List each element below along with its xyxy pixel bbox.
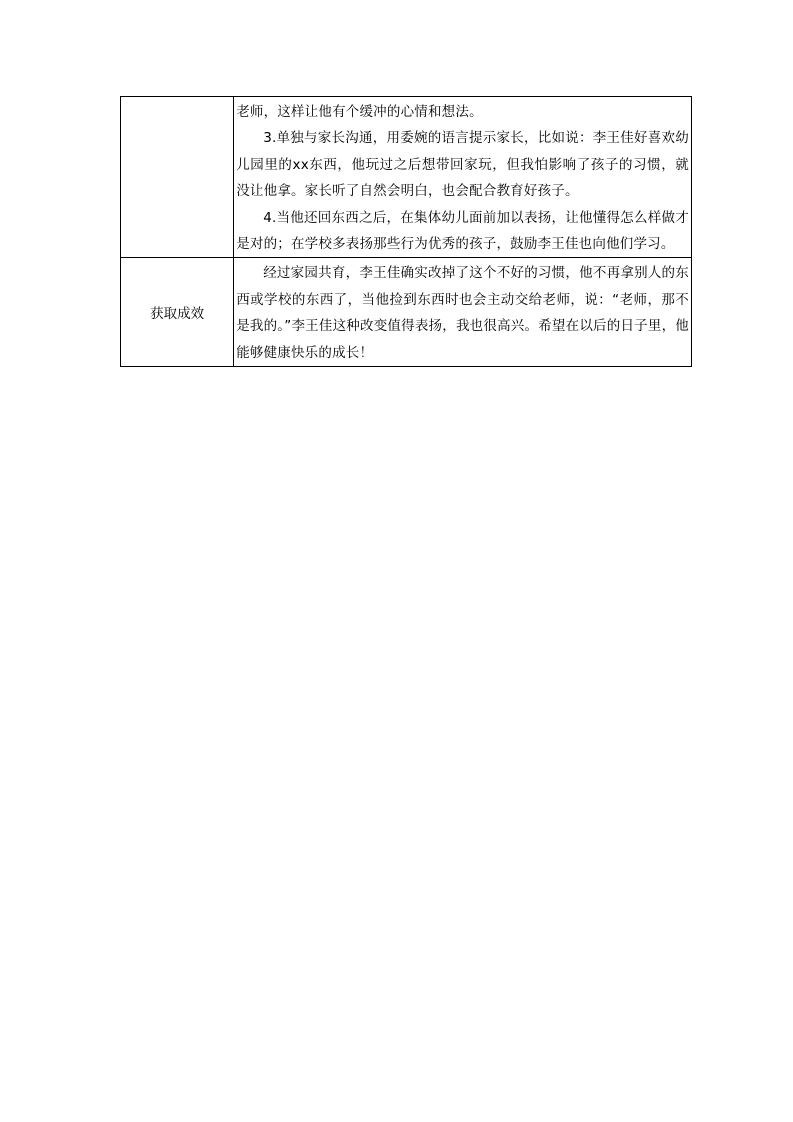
paragraph: 3.单独与家长沟通，用委婉的语言提示家长，比如说：李王佳好喜欢幼儿园里的xx东西，他玩过之后想带回家玩，但我怕影响了孩子的习惯，就没让他拿。家长听了自然会明白，也会配合教育好孩子。 — [236, 130, 689, 200]
row-label-cell: 获取成效 — [121, 258, 234, 367]
paragraph: 4.当他还回东西之后，在集体幼儿面前加以表扬，让他懂得怎么样做才是对的；在学校多表扬那些行为优秀的孩子，鼓励李王佳也向他们学习。 — [236, 209, 689, 253]
table-row — [121, 97, 692, 258]
table-row — [121, 258, 692, 367]
row-label-cell — [121, 97, 234, 258]
paragraph: 经过家园共育，李王佳确实改掉了这个不好的习惯，他不再拿别人的东西或学校的东西了，当他捡到东西时也会主动交给老师，说：“老师，那不是我的。”李王佳这种改变值得表扬，我也很高兴。希望在以后的日子里，他能够健康快乐的成长！ — [236, 265, 689, 361]
row-content-cell — [234, 258, 692, 367]
paragraph: 老师，这样让他有个缓冲的心情和想法。 — [236, 104, 483, 120]
document-table — [120, 96, 692, 367]
row-content-cell — [234, 97, 692, 258]
